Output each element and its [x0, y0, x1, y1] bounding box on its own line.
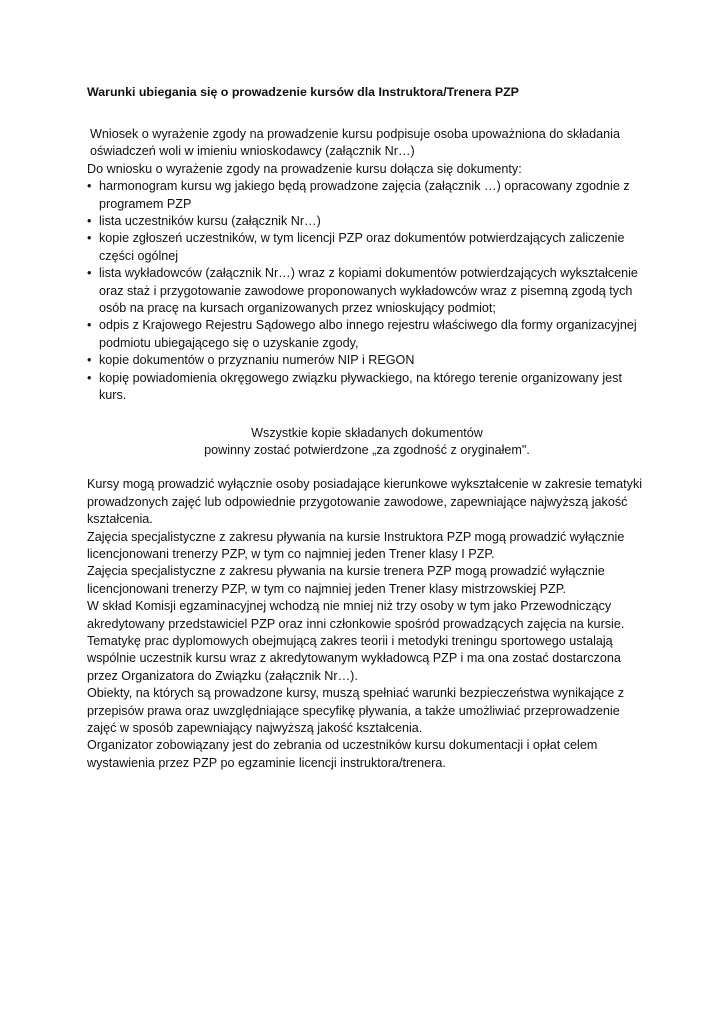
intro-paragraph-2: Do wniosku o wyrażenie zgody na prowadzenie kursu dołącza się dokumenty:: [87, 161, 522, 176]
list-item: [87, 352, 647, 369]
list-item: [87, 317, 647, 352]
paragraph-instructor-qualifications: Kursy mogą prowadzić wyłącznie osoby posiadające kierunkowe wykształcenie w zakresie tematyki prowadzonych zajęć lub odpowiednie przygotowanie zawodowe, zapewniające najwyższą jakość kształcenia.: [87, 477, 643, 527]
bullet-icon: •: [87, 266, 92, 281]
bullet-icon: •: [87, 353, 92, 368]
list-item: [87, 213, 647, 230]
paragraph-facilities: Obiekty, na których są prowadzone kursy, muszą spełniać warunki bezpieczeństwa wynikające z przepisów prawa oraz uwzględniające specyfikę pływania, a także umożliwiać przeprowadzenie zajęć w sposób zapewniający najwyższą jakość kształcenia.: [87, 686, 625, 735]
document-body: [87, 126, 647, 772]
bullet-icon: •: [87, 370, 92, 385]
bullet-icon: •: [87, 231, 92, 246]
bullet-icon: •: [87, 214, 92, 229]
document-title: Warunki ubiegania się o prowadzenie kursów dla Instruktora/Trenera PZP: [87, 85, 519, 99]
list-item-text: odpis z Krajowego Rejestru Sądowego albo innego rejestru właściwego dla formy organizacyjnej podmiotu ubiegającego się o uzyskanie zgody,: [99, 318, 637, 350]
list-item-text: kopię powiadomienia okręgowego związku pływackiego, na którego terenie organizowany jest kurs.: [99, 370, 622, 403]
paragraph-instructor-course: Zajęcia specjalistyczne z zakresu pływania na kursie Instruktora PZP mogą prowadzić wyłącznie licencjonowani trenerzy PZP, w tym co najmniej jeden Trener klasy I PZP.: [87, 529, 625, 561]
paragraph-thesis-topics: Tematykę prac dyplomowych obejmującą zakres teorii i metodyki treningu sportowego ustalają wspólnie uczestnik kursu wraz z akredytowanym wykładowcą PZP i ma ona zostać dostarczona przez Organizatora do Związku (załącznik Nr…).: [87, 633, 621, 683]
intro-paragraph-1: Wniosek o wyrażenie zgody na prowadzenie kursu podpisuje osoba upoważniona do składania oświadczeń woli w imieniu wnioskodawcy (załącznik Nr…): [90, 127, 620, 159]
paragraph-exam-committee: W skład Komisji egzaminacyjnej wchodzą nie mniej niż trzy osoby w tym jako Przewodniczący akredytowany przedstawiciel PZP oraz inni członkowie spośród prowadzących zajęcia na kursie.: [87, 599, 625, 631]
list-item-text: kopie dokumentów o przyznaniu numerów NIP i REGON: [99, 353, 415, 368]
paragraph-trainer-course: Zajęcia specjalistyczne z zakresu pływania na kursie trenera PZP mogą prowadzić wyłącznie licencjonowani trenerzy PZP, w tym co najmniej jeden Trener klasy mistrzowskiej PZP.: [87, 564, 605, 596]
bullet-icon: •: [87, 179, 92, 194]
list-item: [87, 230, 647, 265]
list-item: [87, 265, 647, 317]
list-item: [87, 370, 647, 405]
certification-notice: [87, 425, 647, 460]
notice-line-1: Wszystkie kopie składanych dokumentów: [251, 425, 483, 440]
list-item-text: lista wykładowców (załącznik Nr…) wraz z kopiami dokumentów potwierdzających wykształcenie oraz staż i przygotowanie zawodowe proponowanych wykładowców wraz z pisemną zgodą tych osób na pracę na kursach organizowanych przez wnioskujący podmiot;: [99, 266, 638, 316]
list-item-text: harmonogram kursu wg jakiego będą prowadzone zajęcia (załącznik …) opracowany zgodnie z programem PZP: [99, 179, 630, 211]
required-documents-list: [87, 178, 647, 404]
list-item-text: lista uczestników kursu (załącznik Nr…): [99, 214, 321, 229]
list-item: [87, 178, 647, 213]
paragraph-organizer-duties: Organizator zobowiązany jest do zebrania od uczestników kursu dokumentacji i opłat celem wystawienia przez PZP po egzaminie licencji instruktora/trenera.: [87, 738, 598, 770]
bullet-icon: •: [87, 318, 92, 333]
list-item-text: kopie zgłoszeń uczestników, w tym licencji PZP oraz dokumentów potwierdzających zaliczenie części ogólnej: [99, 231, 625, 263]
notice-line-2: powinny zostać potwierdzone „za zgodność z oryginałem".: [204, 442, 530, 457]
